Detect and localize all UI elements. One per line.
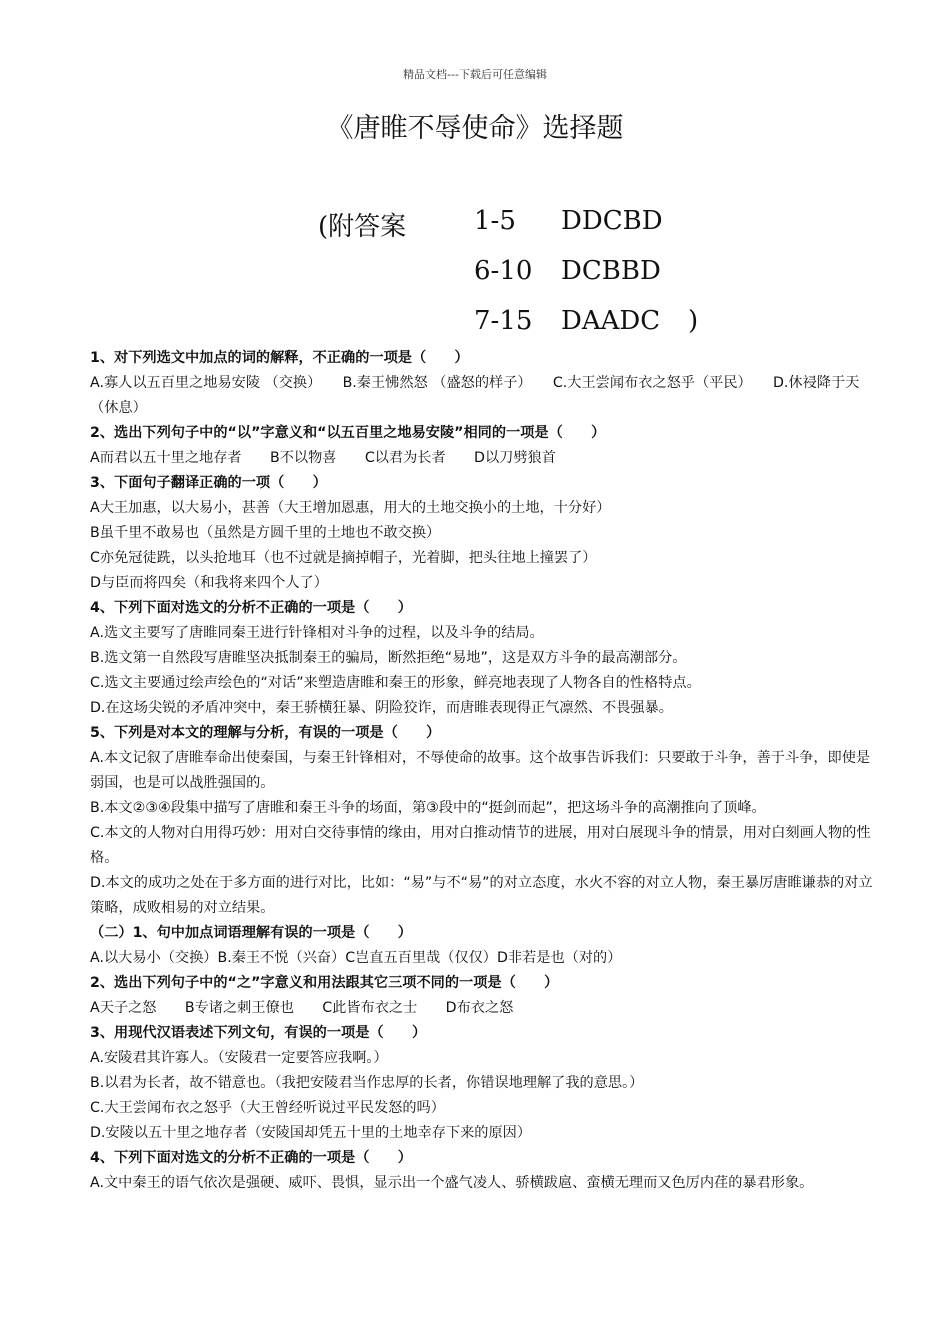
question-stem: 4、下列下面对选文的分析不正确的一项是（ ） [90, 600, 412, 616]
answer-range: 1-5 [474, 206, 516, 236]
question-stem: 1、对下列选文中加点的词的解释，不正确的一项是（ ） [90, 350, 469, 366]
answer-letters: DDCBD [561, 206, 663, 236]
answer-option: D.安陵以五十里之地存者（安陵国却凭五十里的土地幸存下来的原因） [90, 1125, 532, 1141]
question-stem: （二）1、句中加点词语理解有误的一项是（ ） [90, 925, 412, 941]
answer-prefix: (附答案 [318, 212, 407, 242]
question-stem: 5、下列是对本文的理解与分析，有误的一项是（ ） [90, 725, 441, 741]
answer-option: B.以君为长者，故不错意也。（我把安陵君当作忠厚的长者，你错误地理解了我的意思。） [90, 1075, 644, 1091]
question-stem: 3、下面句子翻译正确的一项（ ） [90, 475, 327, 491]
answer-option: C.本文的人物对白用得巧妙：用对白交待事情的缘由，用对白推动情节的进展，用对白展现斗争的情景，用对白刻画人物的性格。 [90, 825, 871, 866]
answer-option: B虽千里不敢易也（虽然是方圆千里的土地也不敢交换） [90, 525, 441, 541]
answer-close-paren: ) [688, 306, 699, 336]
answer-letters: DCBBD [561, 256, 661, 286]
answer-option: A天子之怒 B专诸之刺王僚也 C此皆布衣之士 D布衣之怒 [90, 1000, 514, 1016]
answer-option: B.选文第一自然段写唐睢坚决抵制秦王的骗局，断然拒绝“易地”，这是双方斗争的最高潮部分。 [90, 650, 687, 666]
answer-option: D与臣而将四矣（和我将来四个人了） [90, 575, 328, 591]
answer-option: A.本文记叙了唐睢奉命出使秦国，与秦王针锋相对，不辱使命的故事。这个故事告诉我们：只要敢于斗争，善于斗争，即使是弱国，也是可以战胜强国的。 [90, 750, 871, 791]
answer-option: A.文中秦王的语气依次是强硬、威吓、畏惧，显示出一个盛气凌人、骄横跋扈、蛮横无理而又色厉内荏的暴君形象。 [90, 1175, 814, 1191]
answer-option: A.寡人以五百里之地易安陵 （交换） B.秦王怫然怒 （盛怒的样子） C.大王尝闻布衣之怒乎（平民） D.休祲降于天（休息） [90, 375, 860, 416]
document-title: 《唐睢不辱使命》选择题 [326, 113, 624, 144]
question-stem: 2、选出下列句子中的“之”字意义和用法跟其它三项不同的一项是（ ） [90, 975, 559, 991]
answer-option: D.本文的成功之处在于多方面的进行对比，比如：“易”与不“易”的对立态度，水火不容的对立人物，秦王暴厉唐睢谦恭的对立策略，成败相易的对立结果。 [90, 875, 873, 916]
answer-range: 7-15 [474, 306, 533, 336]
answer-letters: DAADC [561, 306, 661, 336]
answer-option: D.在这场尖锐的矛盾冲突中，秦王骄横狂暴、阴险狡诈，而唐睢表现得正气凛然、不畏强暴。 [90, 700, 673, 716]
answer-option: A大王加惠，以大易小，甚善（大王增加恩惠，用大的土地交换小的土地，十分好） [90, 500, 611, 516]
question-stem: 3、用现代汉语表述下列文句，有误的一项是（ ） [90, 1025, 427, 1041]
question-list [90, 346, 880, 1196]
answer-option: B.本文②③④段集中描写了唐睢和秦王斗争的场面，第③段中的“挺剑而起”，把这场斗争的高潮推向了顶峰。 [90, 800, 766, 816]
answer-range: 6-10 [474, 256, 533, 286]
answer-option: C亦免冠徒跣，以头抢地耳（也不过就是摘掉帽子，光着脚，把头往地上撞罢了） [90, 550, 597, 566]
answer-option: C.大王尝闻布衣之怒乎（大王曾经听说过平民发怒的吗） [90, 1100, 445, 1116]
question-stem: 4、下列下面对选文的分析不正确的一项是（ ） [90, 1150, 412, 1166]
answer-option: A.选文主要写了唐睢同秦王进行针锋相对斗争的过程，以及斗争的结局。 [90, 625, 544, 641]
page-header: 精品文档---下载后可任意编辑 [403, 68, 547, 81]
answer-option: A.安陵君其许寡人。（安陵君一定要答应我啊。） [90, 1050, 388, 1066]
answer-option: A而君以五十里之地存者 B不以物喜 C以君为长者 D以刀劈狼首 [90, 450, 556, 466]
answer-option: C.选文主要通过绘声绘色的“对话”来塑造唐睢和秦王的形象，鲜亮地表现了人物各自的性格特点。 [90, 675, 701, 691]
answer-option: A.以大易小（交换）B.秦王不悦（兴奋）C岂直五百里哉（仅仅）D非若是也（对的） [90, 950, 622, 966]
question-stem: 2、选出下列句子中的“以”字意义和“以五百里之地易安陵”相同的一项是（ ） [90, 425, 606, 441]
